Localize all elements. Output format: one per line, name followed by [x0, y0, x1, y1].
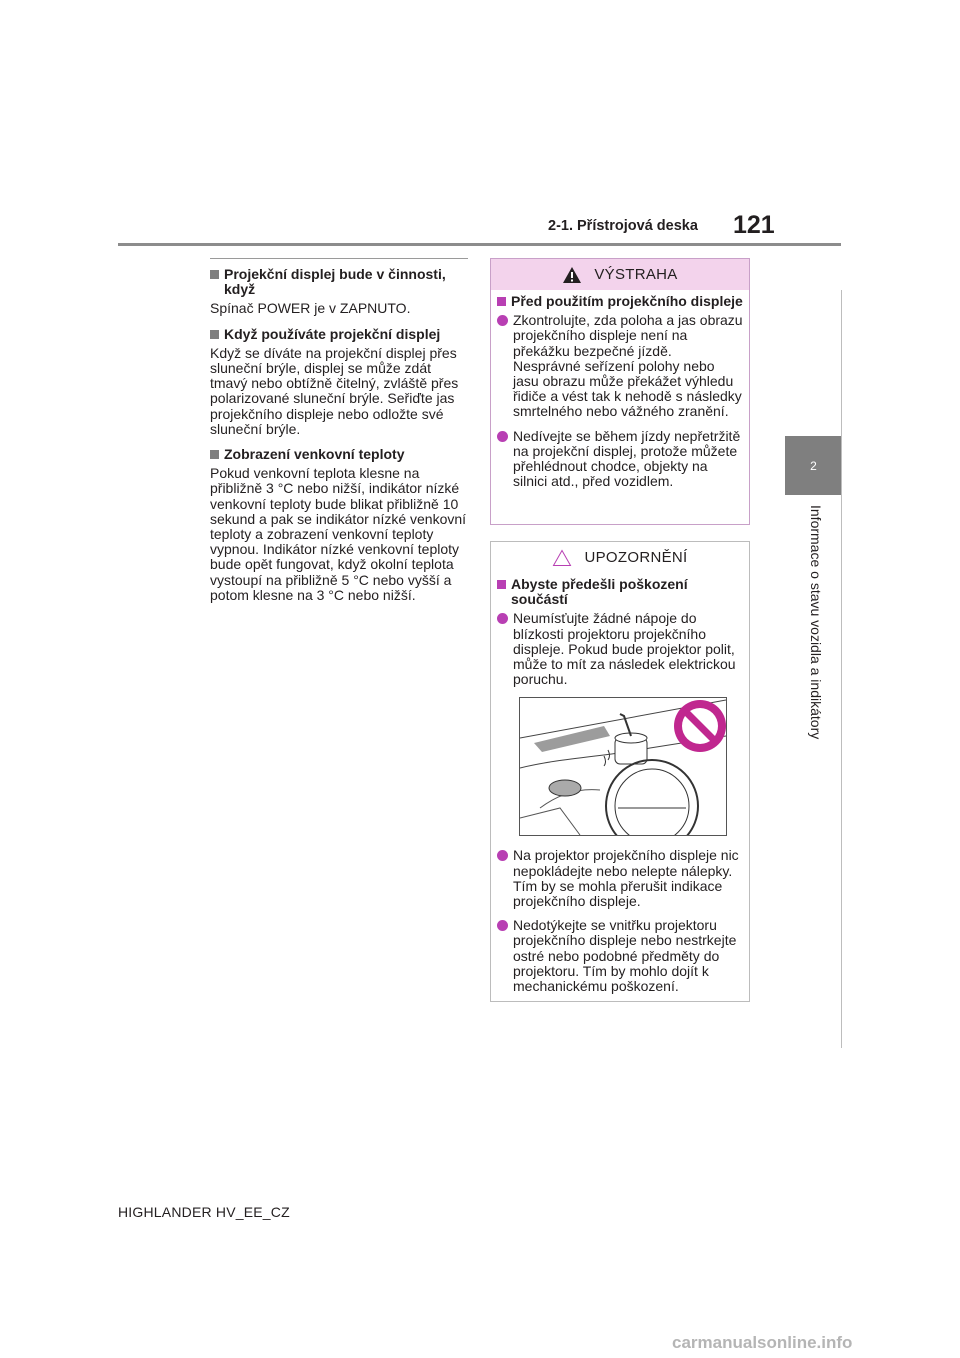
left-column [210, 258, 468, 613]
caution-heading: Abyste předešli poškození součástí [497, 577, 743, 607]
round-bullet-icon [497, 431, 508, 442]
square-bullet-icon [497, 580, 506, 589]
list-item: Nedívejte se během jízdy nepřetržitě na projekční displej, protože můžete přehlédnout chodce, objekty na silnici atd., před vozidlem. [497, 429, 743, 490]
chapter-label-text: Informace o stavu vozidla a indikátory [808, 505, 824, 740]
note-block [210, 447, 468, 603]
note-heading: Projekční displej bude v činnosti, když [210, 267, 468, 297]
round-bullet-icon [497, 920, 508, 931]
caution-header [491, 542, 749, 573]
note-heading: Zobrazení venkovní teploty [210, 447, 468, 462]
warning-title: VÝSTRAHA [594, 265, 678, 283]
header-rule [118, 243, 841, 246]
list-item: Zkontrolujte, zda poloha a jas obrazu projekčního displeje není na překážku bezpečné jízdě. Nesprávné seřízení polohy nebo jasu obrazu může překážet výhledu řidiče a vést tak k nehodě s následky smrtelného nebo vážného zranění. [497, 313, 743, 419]
drink-near-projector-drawing [520, 698, 726, 835]
footer-model: HIGHLANDER HV_EE_CZ [118, 1204, 290, 1220]
note-block [210, 267, 468, 317]
caution-box [490, 541, 750, 1002]
note-text: Spínač POWER je v ZAPNUTO. [210, 300, 411, 317]
square-bullet-icon [210, 270, 219, 279]
list-item: Nedotýkejte se vnitřku projektoru projekčního displeje nebo nestrkejte ostré nebo podobné předměty do projektoru. Tím by mohlo dojít k mechanickému poškození. [497, 918, 743, 994]
caution-triangle-icon [552, 549, 572, 567]
round-bullet-icon [497, 613, 508, 624]
caution-title: UPOZORNĚNÍ [584, 548, 688, 566]
note-block [210, 327, 468, 437]
square-bullet-icon [210, 330, 219, 339]
chapter-label [807, 505, 827, 765]
note-heading: Když používáte projekční displej [210, 327, 468, 342]
chapter-tab [785, 436, 842, 495]
warning-header [491, 259, 749, 290]
list-item: Neumísťujte žádné nápoje do blízkosti projektoru projekčního displeje. Pokud bude projektor polit, může to mít za následek elektrickou poruchu. [497, 611, 743, 687]
list-item: Na projektor projekčního displeje nic nepokládejte nebo nelepte nálepky. Tím by se mohla přerušit indikace projekčního displeje. [497, 848, 743, 909]
side-rule [841, 290, 842, 1048]
page-number: 121 [733, 211, 775, 239]
round-bullet-icon [497, 850, 508, 861]
warning-triangle-icon [562, 266, 582, 284]
warning-heading: Před použitím projekčního displeje [497, 294, 743, 309]
square-bullet-icon [210, 450, 219, 459]
section-title: 2-1. Přístrojová deska [548, 218, 698, 234]
watermark: carmanualsonline.info [672, 1333, 853, 1352]
chapter-number: 2 [810, 458, 817, 473]
round-bullet-icon [497, 315, 508, 326]
warning-box [490, 258, 750, 525]
dashboard-illustration [519, 697, 727, 836]
square-bullet-icon [497, 297, 506, 306]
note-text: Když se díváte na projekční displej přes sluneční brýle, displej se může zdát tmavý nebo obtížně čitelný, zvláště přes polarizované sluneční brýle. Seřiďte jas projekčního displeje nebo odložte své sluneční brýle. [210, 344, 459, 437]
column-rule [210, 258, 468, 259]
note-text: Pokud venkovní teplota klesne na přibližně 3 °C nebo nižší, indikátor nízké venkovní teploty bude blikat přibližně 10 sekund a pak se indikátor nízké venkovní teploty a zobrazení venkovní teploty vypnou. Indikátor nízké venkovní teploty bude opět fungovat, když okolní teplota vystoupí na přibližně 5 °C nebo vyšší a potom klesne na 3 °C nebo nižší. [210, 465, 467, 603]
